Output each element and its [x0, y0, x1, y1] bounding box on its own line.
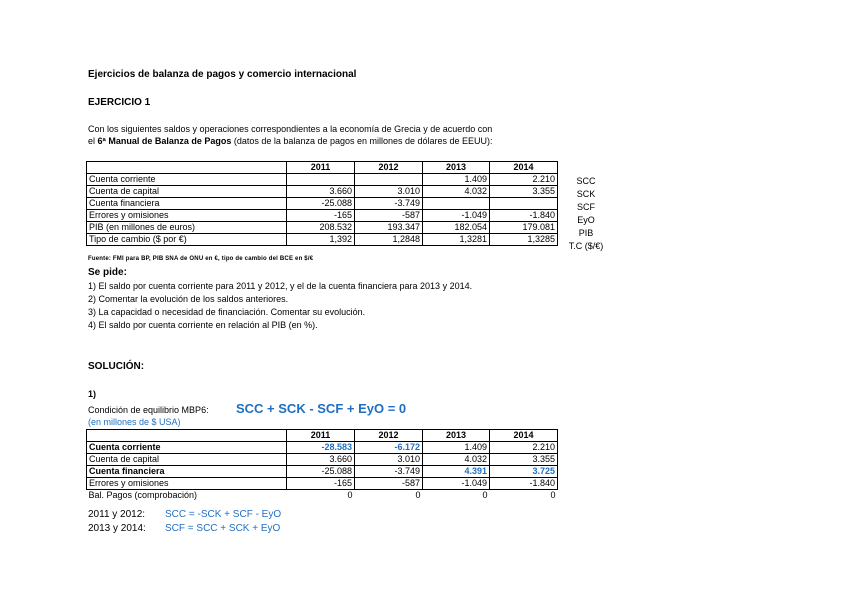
cell: 1,392 — [287, 234, 355, 246]
check-cell: 0 — [347, 490, 353, 500]
cell: 208.532 — [287, 222, 355, 234]
row-label: Cuenta corriente — [87, 174, 287, 186]
ask-item: 4) El saldo por cuenta corriente en relación al PIB (en %). — [88, 320, 318, 330]
row-label: Cuenta financiera — [87, 198, 287, 210]
exercise-title: EJERCICIO 1 — [88, 97, 151, 108]
cell: -25.088 — [287, 198, 355, 210]
equilibrium-equation: SCC + SCK - SCF + EyO = 0 — [236, 401, 407, 416]
cell: -587 — [355, 210, 423, 222]
row-label: Tipo de cambio ($ por €) — [87, 234, 287, 246]
row-label: Cuenta financiera — [87, 466, 287, 478]
code-label: SCK — [576, 189, 596, 199]
cell: -1.840 — [490, 210, 558, 222]
check-row — [87, 490, 558, 502]
formula-label: 2013 y 2014: — [88, 523, 146, 534]
header-cell: 2014 — [490, 430, 558, 442]
header-cell: 2014 — [490, 162, 558, 174]
row-label: PIB (en millones de euros) — [87, 222, 287, 234]
table-row — [87, 186, 558, 198]
ask-item: 3) La capacidad o necesidad de financiación. Comentar su evolución. — [88, 307, 366, 317]
cell: 2.210 — [490, 174, 558, 186]
table-row — [87, 198, 558, 210]
cell: 2.210 — [490, 442, 558, 454]
header-cell: 2013 — [423, 430, 490, 442]
data-table-header — [87, 162, 558, 174]
check-cell: 0 — [482, 490, 488, 500]
calculated-cell: 4.391 — [423, 466, 490, 478]
header-cell — [87, 430, 287, 442]
cell: -1.049 — [423, 210, 490, 222]
cell: -1.840 — [490, 478, 558, 490]
document-title: Ejercicios de balanza de pagos y comercio internacional — [88, 69, 357, 80]
asks-title: Se pide: — [88, 267, 127, 278]
cell — [490, 198, 558, 210]
cell: -165 — [287, 478, 355, 490]
check-cell: 0 — [550, 490, 556, 500]
header-cell: 2013 — [423, 162, 490, 174]
data-table — [86, 161, 558, 246]
solution-table-header — [87, 430, 558, 442]
cell: -3.749 — [355, 198, 423, 210]
cell: 3.355 — [490, 186, 558, 198]
table-row — [87, 454, 558, 466]
cell: 179.081 — [490, 222, 558, 234]
table-row — [87, 234, 558, 246]
condition-label: Condición de equilibrio MBP6: — [88, 405, 209, 415]
cell: 3.660 — [287, 186, 355, 198]
header-cell: 2012 — [355, 162, 423, 174]
calculated-cell: 3.725 — [490, 466, 558, 478]
solution-title: SOLUCIÓN: — [88, 361, 145, 372]
table-row — [87, 222, 558, 234]
intro-line-2-pre: el — [88, 136, 98, 146]
check-cell: 0 — [415, 490, 421, 500]
formula-label: 2011 y 2012: — [88, 509, 146, 520]
part-label: 1) — [88, 389, 97, 399]
intro-line-2-bold: 6ª Manual de Balanza de Pagos — [97, 136, 232, 146]
cell — [423, 198, 490, 210]
cell: -3.749 — [355, 466, 423, 478]
ask-item: 1) El saldo por cuenta corriente para 2011 y 2012, y el de la cuenta financiera para 2013 y 2014. — [88, 281, 473, 291]
formula: SCF = SCC + SCK + EyO — [165, 523, 281, 534]
code-label: PIB — [578, 228, 594, 238]
cell: 1.409 — [423, 442, 490, 454]
cell: 182.054 — [423, 222, 490, 234]
calculated-cell: -28.583 — [287, 442, 355, 454]
table-row — [87, 478, 558, 490]
code-label: SCC — [576, 176, 596, 186]
row-label: Cuenta de capital — [87, 186, 287, 198]
ask-item: 2) Comentar la evolución de los saldos anteriores. — [88, 294, 289, 304]
cell: 3.355 — [490, 454, 558, 466]
cell — [355, 174, 423, 186]
table-row — [87, 442, 558, 454]
code-label: EyO — [577, 215, 595, 225]
cell: 1,2848 — [355, 234, 423, 246]
units-note: (en millones de $ USA) — [88, 417, 181, 427]
cell: -1.049 — [423, 478, 490, 490]
row-label: Cuenta corriente — [87, 442, 287, 454]
cell: 4.032 — [423, 186, 490, 198]
intro-line-2 — [88, 136, 493, 146]
cell: -25.088 — [287, 466, 355, 478]
header-cell: 2011 — [287, 430, 355, 442]
table-row — [87, 466, 558, 478]
cell: 3.010 — [355, 454, 423, 466]
cell: 1,3285 — [490, 234, 558, 246]
source-note: Fuente: FMI para BP, PIB SNA de ONU en €, tipo de cambio del BCE en $/€ — [88, 256, 314, 262]
code-label: T.C ($/€) — [568, 241, 604, 251]
header-cell: 2011 — [287, 162, 355, 174]
cell: 1,3281 — [423, 234, 490, 246]
header-cell — [87, 162, 287, 174]
cell: 3.660 — [287, 454, 355, 466]
header-cell: 2012 — [355, 430, 423, 442]
cell — [287, 174, 355, 186]
solution-table — [86, 429, 558, 501]
calculated-cell: -6.172 — [355, 442, 423, 454]
intro-line-1: Con los siguientes saldos y operaciones correspondientes a la economía de Grecia y de acuerdo con — [88, 124, 493, 134]
code-label: SCF — [577, 202, 595, 212]
row-label: Errores y omisiones — [87, 478, 287, 490]
cell: -587 — [355, 478, 423, 490]
check-label: Bal. Pagos (comprobación) — [88, 490, 198, 500]
row-label: Errores y omisiones — [87, 210, 287, 222]
cell: 4.032 — [423, 454, 490, 466]
intro-line-2-post: (datos de la balanza de pagos en millones de dólares de EEUU): — [231, 136, 493, 146]
table-row — [87, 210, 558, 222]
cell: 3.010 — [355, 186, 423, 198]
cell: 193.347 — [355, 222, 423, 234]
formula: SCC = -SCK + SCF - EyO — [165, 509, 282, 520]
row-label: Cuenta de capital — [87, 454, 287, 466]
cell: -165 — [287, 210, 355, 222]
cell: 1.409 — [423, 174, 490, 186]
table-row — [87, 174, 558, 186]
